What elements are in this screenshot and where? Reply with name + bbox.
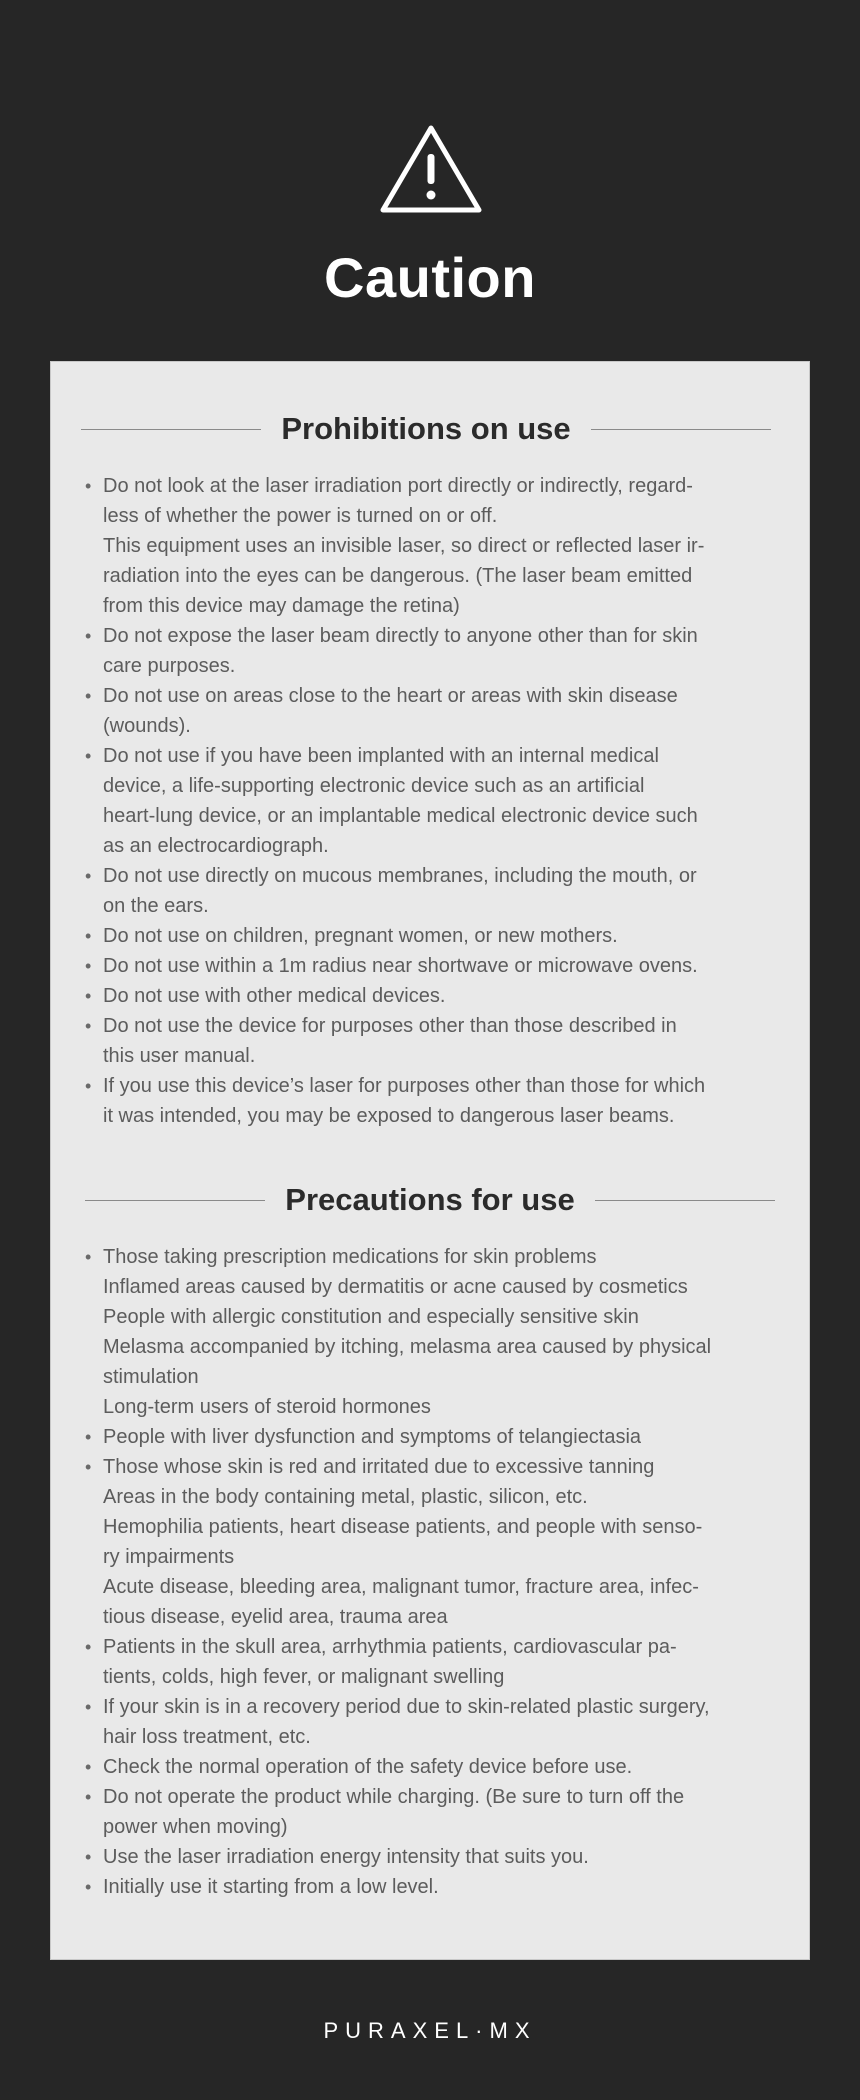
caution-header (0, 0, 860, 362)
prohibitions-heading-text: Prohibitions on use (281, 411, 571, 446)
list-item-line: • Do not use if you have been implanted with an internal medical (103, 745, 659, 767)
precautions-list (85, 1242, 785, 1902)
list-item-line: • Check the normal operation of the safety device before use. (103, 1756, 633, 1778)
heading-rule-left (85, 1200, 265, 1201)
warning-triangle-icon (379, 124, 483, 216)
list-item (85, 741, 785, 861)
list-item-line: • Use the laser irradiation energy intensity that suits you. (103, 1846, 589, 1868)
list-item (85, 1752, 785, 1782)
heading-rule-left (81, 429, 261, 430)
list-item-line: People with allergic constitution and especially sensitive skin (103, 1306, 639, 1328)
list-item-line: on the ears. (103, 895, 209, 917)
caution-card (50, 361, 810, 1960)
list-item-line: • If your skin is in a recovery period due to skin-related plastic surgery, (103, 1696, 710, 1718)
list-item-line: Long-term users of steroid hormones (103, 1396, 431, 1418)
list-item-line: • Do not use within a 1m radius near shortwave or microwave ovens. (103, 955, 698, 977)
precautions-heading (85, 1178, 775, 1222)
heading-rule-right (591, 429, 771, 430)
list-item (85, 1692, 785, 1752)
list-item-line: • Do not operate the product while charging. (Be sure to turn off the (103, 1786, 685, 1808)
list-item-line: This equipment uses an invisible laser, so direct or reflected laser ir- (103, 535, 705, 557)
precautions-heading-text: Precautions for use (285, 1182, 575, 1217)
list-item-line: ry impairments (103, 1546, 235, 1568)
list-item-line: device, a life-supporting electronic device such as an artificial (103, 775, 645, 797)
list-item-line: less of whether the power is turned on or off. (103, 505, 498, 527)
list-item (85, 621, 785, 681)
list-item-line: as an electrocardiograph. (103, 835, 329, 857)
list-item-line: Hemophilia patients, heart disease patients, and people with senso- (103, 1516, 703, 1538)
list-item (85, 951, 785, 981)
list-item-line: • If you use this device’s laser for purposes other than those for which (103, 1075, 706, 1097)
list-item-line: heart-lung device, or an implantable medical electronic device such (103, 805, 698, 827)
list-item (85, 681, 785, 741)
list-item-line: tients, colds, high fever, or malignant swelling (103, 1666, 505, 1688)
list-item-line: • Do not look at the laser irradiation port directly or indirectly, regard- (103, 475, 693, 497)
list-item (85, 1452, 785, 1632)
list-item-line: • Do not use directly on mucous membranes, including the mouth, or (103, 865, 697, 887)
list-item-line: from this device may damage the retina) (103, 595, 460, 617)
list-item (85, 1242, 785, 1422)
list-item-line: Areas in the body containing metal, plastic, silicon, etc. (103, 1486, 588, 1508)
list-item (85, 1872, 785, 1902)
list-item-line: Acute disease, bleeding area, malignant tumor, fracture area, infec- (103, 1576, 699, 1598)
prohibitions-list (85, 471, 785, 1131)
list-item-line: • Those whose skin is red and irritated due to excessive tanning (103, 1456, 655, 1478)
list-item-line: Inflamed areas caused by dermatitis or acne caused by cosmetics (103, 1276, 688, 1298)
list-item (85, 471, 785, 621)
list-item-line: power when moving) (103, 1816, 288, 1838)
list-item (85, 1071, 785, 1131)
list-item-line: • Initially use it starting from a low level. (103, 1876, 439, 1898)
list-item-line: • Do not expose the laser beam directly to anyone other than for skin (103, 625, 698, 647)
list-item (85, 981, 785, 1011)
page-title: Caution (324, 246, 536, 309)
list-item-line: • Do not use the device for purposes other than those described in (103, 1015, 677, 1037)
list-item-line: • Those taking prescription medications for skin problems (103, 1246, 597, 1268)
prohibitions-heading (81, 407, 771, 451)
list-item-line: (wounds). (103, 715, 191, 737)
list-item (85, 1782, 785, 1842)
list-item (85, 1632, 785, 1692)
list-item-line: • Do not use on areas close to the heart or areas with skin disease (103, 685, 678, 707)
list-item-line: • People with liver dysfunction and symptoms of telangiectasia (103, 1426, 642, 1448)
list-item (85, 861, 785, 921)
list-item-line: it was intended, you may be exposed to dangerous laser beams. (103, 1105, 675, 1127)
list-item-line: Melasma accompanied by itching, melasma area caused by physical (103, 1336, 712, 1358)
list-item-line: tious disease, eyelid area, trauma area (103, 1606, 448, 1628)
list-item-line: • Do not use with other medical devices. (103, 985, 446, 1007)
list-item-line: stimulation (103, 1366, 199, 1388)
heading-rule-right (595, 1200, 775, 1201)
list-item-line: • Do not use on children, pregnant women, or new mothers. (103, 925, 618, 947)
list-item-line: care purposes. (103, 655, 236, 677)
list-item (85, 1422, 785, 1452)
list-item-line: this user manual. (103, 1045, 256, 1067)
list-item (85, 1011, 785, 1071)
list-item (85, 1842, 785, 1872)
list-item-line: • Patients in the skull area, arrhythmia patients, cardiovascular pa- (103, 1636, 677, 1658)
list-item-line: hair loss treatment, etc. (103, 1726, 311, 1748)
list-item-line: radiation into the eyes can be dangerous. (The laser beam emitted (103, 565, 693, 587)
list-item (85, 921, 785, 951)
brand-logo: PURAXEL·MX (323, 2018, 537, 2043)
